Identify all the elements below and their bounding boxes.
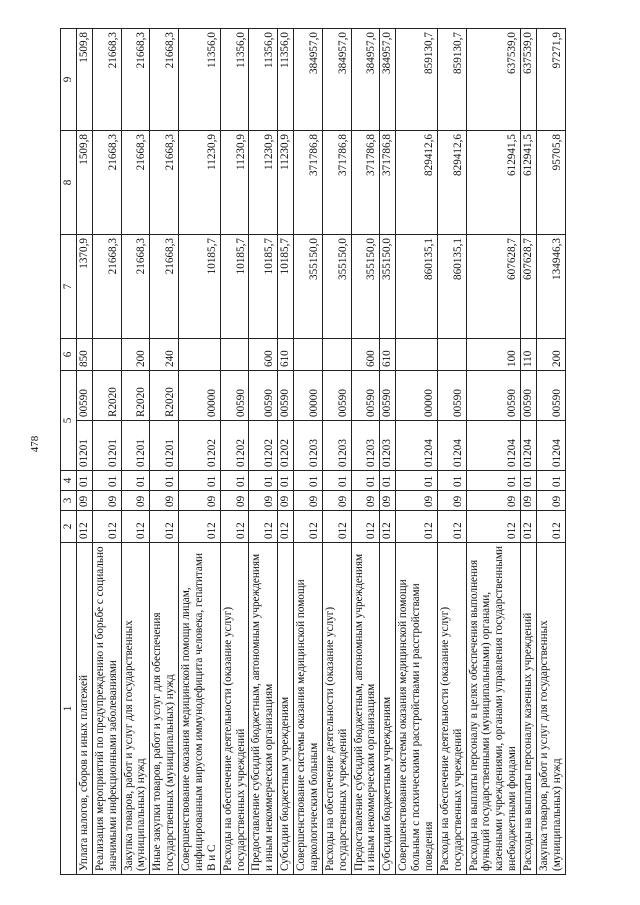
budget-table bbox=[60, 28, 566, 875]
row-value-cell: 200 bbox=[121, 339, 150, 371]
row-value-cell: 00000 bbox=[396, 371, 438, 421]
row-value-cell: 612941,5 bbox=[466, 131, 521, 235]
table-row bbox=[380, 29, 396, 875]
row-value-cell: 012 bbox=[92, 511, 121, 543]
table-row bbox=[521, 29, 537, 875]
table-row bbox=[351, 29, 380, 875]
row-value-cell: 11356,0 bbox=[220, 29, 249, 131]
row-value-cell bbox=[294, 339, 323, 371]
row-value-cell bbox=[179, 339, 221, 371]
row-value-cell: 11356,0 bbox=[278, 29, 294, 131]
row-value-cell: 607628,7 bbox=[521, 235, 537, 339]
header-cell: 8 bbox=[61, 131, 77, 235]
row-value-cell: 607628,7 bbox=[466, 235, 521, 339]
row-value-cell: 00590 bbox=[278, 371, 294, 421]
row-value-cell: 01203 bbox=[380, 421, 396, 471]
row-value-cell: 384957,0 bbox=[351, 29, 380, 131]
row-name-cell: Закупка товаров, работ и услуг для государственных (муниципальных) нужд bbox=[121, 543, 150, 875]
table-row bbox=[179, 29, 221, 875]
row-value-cell: 11230,9 bbox=[220, 131, 249, 235]
row-value-cell: 11356,0 bbox=[179, 29, 221, 131]
table-row bbox=[437, 29, 466, 875]
table-row bbox=[249, 29, 278, 875]
row-value-cell: 012 bbox=[179, 511, 221, 543]
row-value-cell: 110 bbox=[521, 339, 537, 371]
row-value-cell: 01202 bbox=[220, 421, 249, 471]
row-name-cell: Предоставление субсидий бюджетным, автономным учреждениям и иным некоммерческим организациям bbox=[249, 543, 278, 875]
header-row bbox=[61, 29, 77, 875]
row-value-cell: 95705,8 bbox=[536, 131, 565, 235]
row-value-cell: 600 bbox=[351, 339, 380, 371]
row-value-cell: 21668,3 bbox=[92, 29, 121, 131]
row-value-cell: 371786,8 bbox=[322, 131, 351, 235]
row-value-cell: 371786,8 bbox=[294, 131, 323, 235]
row-value-cell: 01 bbox=[76, 471, 92, 491]
row-value-cell: 00590 bbox=[76, 371, 92, 421]
row-value-cell bbox=[322, 339, 351, 371]
row-value-cell: 829412,6 bbox=[396, 131, 438, 235]
row-value-cell: 012 bbox=[76, 511, 92, 543]
row-value-cell: R2020 bbox=[92, 371, 121, 421]
row-value-cell: 860135,1 bbox=[396, 235, 438, 339]
row-name-cell: Иные закупки товаров, работ и услуг для обеспечения государственных (муниципальных) нужд bbox=[150, 543, 179, 875]
row-value-cell: 200 bbox=[536, 339, 565, 371]
row-value-cell: 01 bbox=[150, 471, 179, 491]
row-value-cell: 21668,3 bbox=[150, 235, 179, 339]
row-name-cell: Закупка товаров, работ и услуг для государственных (муниципальных) нужд bbox=[536, 543, 565, 875]
row-value-cell: 00590 bbox=[351, 371, 380, 421]
row-value-cell: 01 bbox=[92, 471, 121, 491]
row-value-cell: 09 bbox=[76, 491, 92, 511]
row-value-cell: 01201 bbox=[92, 421, 121, 471]
table-row bbox=[294, 29, 323, 875]
row-value-cell: 100 bbox=[466, 339, 521, 371]
row-name-cell: Расходы на выплаты персоналу казенных учреждений bbox=[521, 543, 537, 875]
row-name-cell: Реализация мероприятий по предупреждению и борьбе с социально значимыми инфекционными заболеваниями bbox=[92, 543, 121, 875]
table-row bbox=[92, 29, 121, 875]
row-name-cell: Расходы на обеспечение деятельности (оказание услуг) государственных учреждений bbox=[220, 543, 249, 875]
row-value-cell: 012 bbox=[396, 511, 438, 543]
row-value-cell: 355150,0 bbox=[322, 235, 351, 339]
row-name-cell: Расходы на обеспечение деятельности (оказание услуг) государственных учреждений bbox=[322, 543, 351, 875]
row-value-cell: 1509,8 bbox=[76, 29, 92, 131]
row-value-cell: 00590 bbox=[249, 371, 278, 421]
row-value-cell: 01202 bbox=[179, 421, 221, 471]
row-value-cell: 01201 bbox=[121, 421, 150, 471]
row-value-cell: 21668,3 bbox=[150, 29, 179, 131]
table-row bbox=[220, 29, 249, 875]
row-value-cell: 09 bbox=[322, 491, 351, 511]
row-value-cell: 97271,9 bbox=[536, 29, 565, 131]
table-row bbox=[322, 29, 351, 875]
row-name-cell: Расходы на выплаты персоналу в целях обеспечения выполнения функций государственными (муниципальными) органами, казенными учреждениями, органами управления государственными внебюджетными фондами bbox=[466, 543, 521, 875]
row-value-cell: 384957,0 bbox=[380, 29, 396, 131]
row-name-cell: Субсидии бюджетным учреждениям bbox=[380, 543, 396, 875]
row-value-cell: 012 bbox=[278, 511, 294, 543]
row-value-cell: 384957,0 bbox=[294, 29, 323, 131]
row-value-cell: 01204 bbox=[536, 421, 565, 471]
row-value-cell: 384957,0 bbox=[322, 29, 351, 131]
header-cell: 4 bbox=[61, 471, 77, 491]
row-value-cell: 00000 bbox=[179, 371, 221, 421]
row-name-cell: Расходы на обеспечение деятельности (оказание услуг) государственных учреждений bbox=[437, 543, 466, 875]
table-row bbox=[278, 29, 294, 875]
table-row bbox=[76, 29, 92, 875]
row-value-cell: 637539,0 bbox=[466, 29, 521, 131]
row-value-cell: 11230,9 bbox=[249, 131, 278, 235]
table-body bbox=[76, 29, 565, 875]
row-name-cell: Совершенствование системы оказания медицинской помощи больным с психическими расстройствами и расстройствами поведения bbox=[396, 543, 438, 875]
row-value-cell bbox=[92, 339, 121, 371]
header-cell: 2 bbox=[61, 511, 77, 543]
row-value-cell: 01204 bbox=[437, 421, 466, 471]
row-value-cell: 09 bbox=[249, 491, 278, 511]
row-value-cell: 371786,8 bbox=[351, 131, 380, 235]
row-value-cell: 09 bbox=[536, 491, 565, 511]
row-value-cell bbox=[396, 339, 438, 371]
row-value-cell: 01204 bbox=[466, 421, 521, 471]
row-value-cell: 1370,9 bbox=[76, 235, 92, 339]
row-value-cell: 355150,0 bbox=[380, 235, 396, 339]
row-value-cell: 012 bbox=[351, 511, 380, 543]
row-value-cell: 850 bbox=[76, 339, 92, 371]
row-value-cell: 09 bbox=[150, 491, 179, 511]
row-value-cell: 01 bbox=[437, 471, 466, 491]
row-value-cell: 01 bbox=[249, 471, 278, 491]
header-cell: 1 bbox=[61, 543, 77, 875]
row-value-cell: 012 bbox=[466, 511, 521, 543]
row-name-cell: Субсидии бюджетным учреждениям bbox=[278, 543, 294, 875]
row-value-cell: 21668,3 bbox=[121, 131, 150, 235]
row-value-cell: 09 bbox=[278, 491, 294, 511]
header-cell: 7 bbox=[61, 235, 77, 339]
row-value-cell: 01 bbox=[466, 471, 521, 491]
table-row bbox=[466, 29, 521, 875]
row-value-cell: 09 bbox=[396, 491, 438, 511]
row-value-cell: 09 bbox=[294, 491, 323, 511]
row-value-cell: 01 bbox=[294, 471, 323, 491]
row-value-cell: 09 bbox=[521, 491, 537, 511]
row-value-cell: 09 bbox=[466, 491, 521, 511]
row-value-cell: 10185,7 bbox=[220, 235, 249, 339]
row-value-cell: 600 bbox=[249, 339, 278, 371]
row-value-cell: 829412,6 bbox=[437, 131, 466, 235]
row-value-cell: 01202 bbox=[278, 421, 294, 471]
row-value-cell: 21668,3 bbox=[92, 131, 121, 235]
row-value-cell: 10185,7 bbox=[249, 235, 278, 339]
row-value-cell: 012 bbox=[150, 511, 179, 543]
header-cell: 9 bbox=[61, 29, 77, 131]
row-value-cell: 09 bbox=[437, 491, 466, 511]
row-value-cell: 09 bbox=[380, 491, 396, 511]
row-value-cell: 01 bbox=[121, 471, 150, 491]
table-row bbox=[536, 29, 565, 875]
row-value-cell: 01202 bbox=[249, 421, 278, 471]
row-value-cell: 09 bbox=[351, 491, 380, 511]
row-value-cell: 01 bbox=[179, 471, 221, 491]
row-value-cell: 371786,8 bbox=[380, 131, 396, 235]
row-value-cell: 01201 bbox=[76, 421, 92, 471]
row-value-cell: 00000 bbox=[294, 371, 323, 421]
row-value-cell: 01203 bbox=[294, 421, 323, 471]
row-value-cell: 012 bbox=[437, 511, 466, 543]
row-value-cell bbox=[437, 339, 466, 371]
row-value-cell: 012 bbox=[380, 511, 396, 543]
row-value-cell: R2020 bbox=[150, 371, 179, 421]
row-value-cell: 00590 bbox=[521, 371, 537, 421]
row-value-cell: 612941,5 bbox=[521, 131, 537, 235]
row-value-cell: 00590 bbox=[322, 371, 351, 421]
row-value-cell: 012 bbox=[121, 511, 150, 543]
row-value-cell: 09 bbox=[121, 491, 150, 511]
row-value-cell: 01 bbox=[396, 471, 438, 491]
row-value-cell: 01 bbox=[380, 471, 396, 491]
row-value-cell: 21668,3 bbox=[150, 131, 179, 235]
row-value-cell: 01204 bbox=[396, 421, 438, 471]
row-value-cell: 012 bbox=[294, 511, 323, 543]
row-value-cell: 637539,0 bbox=[521, 29, 537, 131]
row-value-cell: 859130,7 bbox=[396, 29, 438, 131]
row-value-cell: 1509,8 bbox=[76, 131, 92, 235]
row-value-cell: 134946,3 bbox=[536, 235, 565, 339]
row-value-cell: 012 bbox=[220, 511, 249, 543]
row-value-cell: 012 bbox=[536, 511, 565, 543]
row-name-cell: Предоставление субсидий бюджетным, автономным учреждениям и иным некоммерческим организациям bbox=[351, 543, 380, 875]
row-value-cell: 859130,7 bbox=[437, 29, 466, 131]
table-row bbox=[396, 29, 438, 875]
row-value-cell: 00590 bbox=[536, 371, 565, 421]
row-value-cell: 00590 bbox=[380, 371, 396, 421]
row-value-cell: 01203 bbox=[351, 421, 380, 471]
row-value-cell: 355150,0 bbox=[294, 235, 323, 339]
row-value-cell: 00590 bbox=[220, 371, 249, 421]
row-value-cell: 01 bbox=[220, 471, 249, 491]
row-value-cell: 860135,1 bbox=[437, 235, 466, 339]
row-value-cell: 01 bbox=[322, 471, 351, 491]
row-value-cell: 01 bbox=[351, 471, 380, 491]
row-value-cell: 610 bbox=[278, 339, 294, 371]
table-row bbox=[150, 29, 179, 875]
row-value-cell bbox=[220, 339, 249, 371]
header-cell: 5 bbox=[61, 371, 77, 471]
row-value-cell: 01 bbox=[536, 471, 565, 491]
row-name-cell: Совершенствование оказания медицинской помощи лицам, инфицированным вирусом иммунодефицита человека, гепатитами В и С bbox=[179, 543, 221, 875]
row-name-cell: Совершенствование системы оказания медицинской помощи наркологическим больным bbox=[294, 543, 323, 875]
header-cell: 6 bbox=[61, 339, 77, 371]
row-value-cell: 01 bbox=[521, 471, 537, 491]
row-value-cell: 21668,3 bbox=[121, 235, 150, 339]
row-value-cell: 10185,7 bbox=[278, 235, 294, 339]
row-value-cell: 21668,3 bbox=[92, 235, 121, 339]
page-number: 478 bbox=[29, 435, 41, 453]
row-value-cell: 610 bbox=[380, 339, 396, 371]
row-value-cell: 09 bbox=[179, 491, 221, 511]
row-value-cell: 10185,7 bbox=[179, 235, 221, 339]
row-value-cell: 11356,0 bbox=[249, 29, 278, 131]
budget-table-page bbox=[60, 29, 620, 875]
row-value-cell: 11230,9 bbox=[179, 131, 221, 235]
row-value-cell: 01 bbox=[278, 471, 294, 491]
row-value-cell: 355150,0 bbox=[351, 235, 380, 339]
row-value-cell: 01203 bbox=[322, 421, 351, 471]
row-value-cell: 01204 bbox=[521, 421, 537, 471]
row-value-cell: 09 bbox=[92, 491, 121, 511]
row-name-cell: Уплата налогов, сборов и иных платежей bbox=[76, 543, 92, 875]
row-value-cell: 11230,9 bbox=[278, 131, 294, 235]
table-row bbox=[121, 29, 150, 875]
row-value-cell: 01201 bbox=[150, 421, 179, 471]
row-value-cell: 09 bbox=[220, 491, 249, 511]
row-value-cell: 012 bbox=[521, 511, 537, 543]
row-value-cell: 240 bbox=[150, 339, 179, 371]
row-value-cell: R2020 bbox=[121, 371, 150, 421]
row-value-cell: 012 bbox=[322, 511, 351, 543]
row-value-cell: 012 bbox=[249, 511, 278, 543]
header-cell: 3 bbox=[61, 491, 77, 511]
row-value-cell: 00590 bbox=[466, 371, 521, 421]
row-value-cell: 00590 bbox=[437, 371, 466, 421]
row-value-cell: 21668,3 bbox=[121, 29, 150, 131]
